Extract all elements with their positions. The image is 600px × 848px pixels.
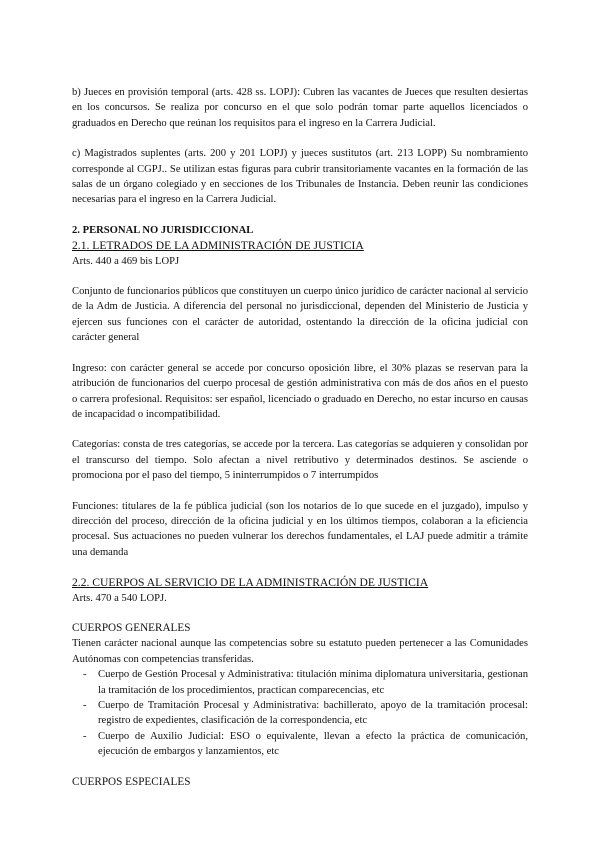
list-cuerpos-generales [72,667,528,759]
subsection-heading-letrados: 2.1. LETRADOS DE LA ADMINISTRACIÓN DE JUSTICIA [72,239,364,253]
paragraph-conjunto: Conjunto de funcionarios públicos que constituyen un cuerpo único jurídico de carácter nacional al servicio de la Adm de Justicia. A diferencia del personal no jurisdiccional, dependen del Ministerio de Justicia y ejercen sus funciones con el carácter de autoridad, ostentando la dirección de la oficina judicial con carácter general [72,286,528,344]
paragraph-jueces-temporal: b) Jueces en provisión temporal (arts. 428 ss. LOPJ): Cubren las vacantes de Jueces que resulten desiertas en los concursos. Se realiza por concurso en el que solo podrán tomar parte aquellos licenciados o graduados en Derecho que reúnan los requisitos para el ingreso en la Carrera Judicial. [72,87,528,129]
paragraph-ingreso: Ingreso: con carácter general se accede por concurso oposición libre, el 30% plazas se reservan para la atribución de funcionarios del cuerpo procesal de gestión administrativa con más de dos años en el puesto o carrera profesional. Requisitos: ser español, licenciado o graduado en Derecho, no estar incurso en causas de incapacidad o incompatibilidad. [72,362,528,420]
heading-cuerpos-generales: CUERPOS GENERALES [72,621,191,634]
list-item: - Cuerpo de Tramitación Procesal y Administrativa: bachillerato, apoyo de la tramitación procesal: registro de expedientes, clasificación de la correspondencia, etc [98,698,528,729]
paragraph-categorias: Categorías: consta de tres categorías, se accede por la tercera. Las categorías se adquieren y consolidan por el transcurso del tiempo. Solo afectan a nivel retributivo y determinados destinos. Se asciende o promociona por el paso del tiempo, 5 ininterrumpidos o 7 interrumpidos [72,439,528,482]
heading-cuerpos-especiales: CUERPOS ESPECIALES [72,775,191,788]
document-page [72,85,528,790]
reference-letrados: Arts. 440 a 469 bis LOPJ [72,255,180,267]
paragraph-funciones: Funciones: titulares de la fe pública judicial (son los notarios de lo que sucede en el juzgado), impulso y dirección del proceso, dirección de la oficina judicial y en los últimos tiempos, colaboran a la eficiencia procesal. Sus actuaciones no pueden vulnerar los derechos fundamentales, el LAJ puede admitir a trámite una demanda [72,500,528,558]
paragraph-magistrados-suplentes: c) Magistrados suplentes (arts. 200 y 201 LOPJ) y jueces sustitutos (art. 213 LOPP) Su nombramiento corresponde al CGPJ.. Se utilizan estas figuras para cubrir transitoriamente vacantes en la formación de las salas de un órgano colegiado y en secciones de los Tribunales de Instancia. Deben reunir las condiciones necesarias para el ingreso en la Carrera Judicial. [72,148,528,206]
list-item: - Cuerpo de Auxilio Judicial: ESO o equivalente, llevan a efecto la práctica de comunicación, ejecución de embargos y lanzamientos, etc [98,729,528,760]
subsection-heading-cuerpos: 2.2. CUERPOS AL SERVICIO DE LA ADMINISTRACIÓN DE JUSTICIA [72,576,429,590]
section-heading-personal: 2. PERSONAL NO JURISDICCIONAL [72,224,254,236]
list-item: - Cuerpo de Gestión Procesal y Administrativa: titulación mínima diplomatura universitaria, gestionan la tramitación de los procedimientos, practican comparecencias, etc [98,667,528,698]
reference-cuerpos: Arts. 470 a 540 LOPJ. [72,592,167,604]
paragraph-cuerpos-generales: Tienen carácter nacional aunque las competencias sobre su estatuto pueden pertenecer a las Comunidades Autónomas con competencias transferidas. [72,638,528,665]
